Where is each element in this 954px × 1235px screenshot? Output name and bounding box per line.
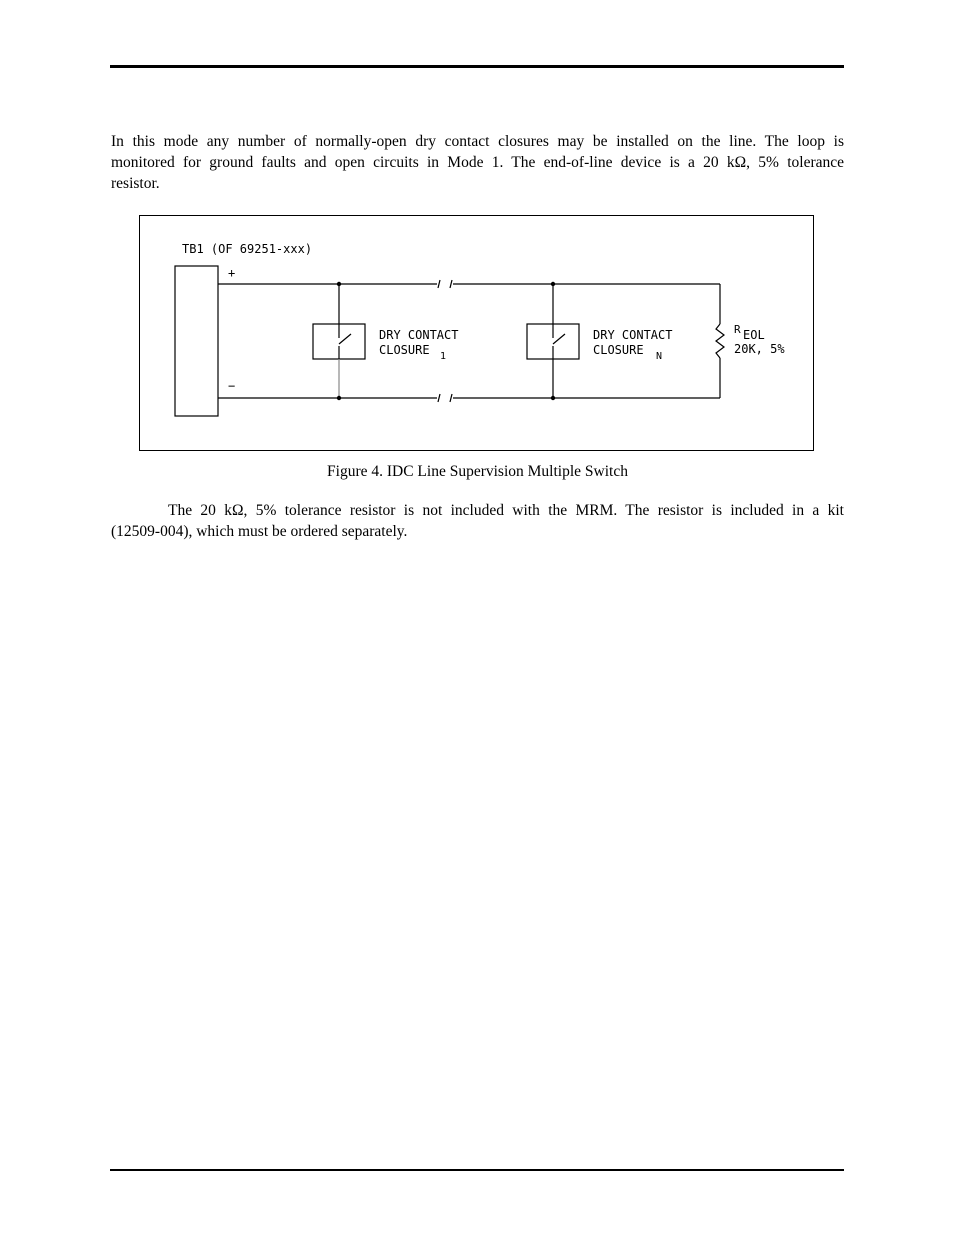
paragraph-line: monitored for ground faults and open circuits in Mode 1. The end-of-line device is a 20 kΩ, 5% tolerance: [111, 154, 844, 171]
minus-label: −: [228, 379, 236, 393]
figure-caption: Figure 4. IDC Line Supervision Multiple Switch: [327, 463, 628, 480]
resistor-subscript: EOL: [743, 328, 765, 342]
circuit-diagram: [139, 215, 814, 451]
footer-rule: [110, 1169, 844, 1171]
paragraph-line: In this mode any number of normally-open dry contact closures may be installed on the line. The loop is: [111, 133, 844, 150]
switch-1-label-line2: CLOSURE: [379, 343, 430, 357]
terminal-block: [175, 266, 218, 416]
switch-1-subscript: 1: [440, 351, 447, 362]
paragraph-line: The 20 kΩ, 5% tolerance resistor is not included with the MRM. The resistor is included in a kit: [168, 502, 844, 519]
switch-n-label-line2: CLOSURE: [593, 343, 644, 357]
schematic-svg: [140, 216, 815, 452]
switch-1-label-line1: DRY CONTACT: [379, 328, 459, 342]
switch-n-subscript: N: [656, 351, 663, 362]
paragraph-mode-description: [111, 131, 844, 194]
plus-label: +: [228, 266, 236, 280]
paragraph-line: (12509-004), which must be ordered separately.: [111, 523, 408, 540]
paragraph-line: resistor.: [111, 175, 160, 192]
header-rule: [110, 65, 844, 68]
resistor-symbol: R: [734, 323, 741, 336]
paragraph-resistor-note: [111, 500, 844, 542]
terminal-label: TB1 (OF 69251-xxx): [182, 242, 313, 256]
resistor-value: 20K, 5%: [734, 342, 785, 356]
switch-n-label-line1: DRY CONTACT: [593, 328, 673, 342]
